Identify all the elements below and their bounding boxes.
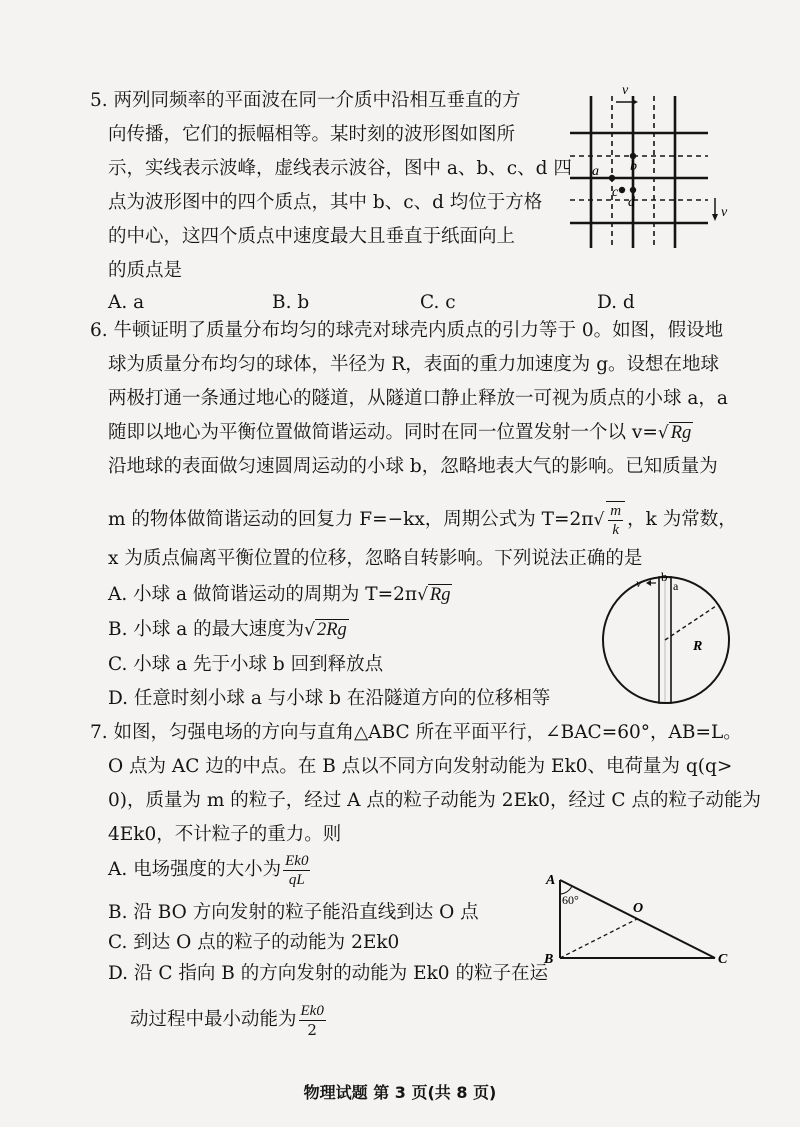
q5-option-a: A. a: [108, 292, 145, 313]
bo-line: [560, 919, 637, 958]
frac-k: k: [612, 522, 620, 538]
sqrt-rg: Rg: [670, 423, 692, 443]
q7-option-a: [108, 850, 312, 890]
q7-line-1: 7. 如图，匀强电场的方向与直角△ABC 所在平面平行，∠BAC=60°，AB=L。: [90, 722, 742, 743]
q6-line-6-text: m 的物体做简谐运动的回复力 F=−kx，周期公式为 T=2π: [108, 509, 594, 530]
v-top-label: v: [622, 83, 629, 98]
q7-option-d-text: 动过程中最小动能为: [130, 1009, 297, 1030]
q5-option-d: D. d: [597, 292, 635, 313]
page-footer: 物理试题 第 3 页(共 8 页): [303, 1083, 497, 1102]
point-o-label: O: [633, 901, 644, 916]
q7-option-a-text: A. 电场强度的大小为: [108, 859, 282, 880]
q6-line-2: 球为质量分布均匀的球体，半径为 R，表面的重力加速度为 g。设想在地球: [108, 354, 720, 375]
q5-option-b: B. b: [272, 292, 310, 313]
v-label: v: [636, 576, 642, 590]
angle-label: 60°: [562, 893, 579, 907]
q5-line-4: 点为波形图中的四个质点，其中 b、c、d 均位于方格: [108, 192, 543, 213]
q6-line-4-text: 随即以地心为平衡位置做简谐运动。同时在同一位置发射一个以 v=: [108, 422, 658, 443]
q7-line-4: 4Ek0，不计粒子的重力。则: [108, 824, 342, 845]
q6-line-1: 6. 牛顿证明了质量分布均匀的球壳对球壳内质点的引力等于 0。如图，假设地: [90, 320, 724, 341]
point-a: [609, 175, 615, 181]
q7-frac-a-den: qL: [288, 871, 305, 888]
vertex-c-label: C: [718, 952, 728, 967]
q7-line-2: O 点为 AC 边的中点。在 B 点以不同方向发射动能为 Ek0、电荷量为 q(q>: [108, 756, 733, 777]
q6-option-d: D. 任意时刻小球 a 与小球 b 在沿隧道方向的位移相等: [108, 688, 551, 709]
q5-line-6: 的质点是: [108, 260, 183, 281]
q6-line-6: m 的物体做简谐运动的回复力 F=−kx，周期公式为 T=2π√ $\frac{m}{k}$ ，k 为常数，: [108, 503, 737, 538]
point-c: [619, 187, 625, 193]
q5-line-5: 的中心，这四个质点中速度最大且垂直于纸面向上: [108, 226, 516, 247]
radius-label: R: [693, 639, 703, 654]
q7-frac-d-den: 2: [307, 1020, 317, 1039]
vertex-a-label: A: [546, 873, 556, 888]
vertex-b-label: B: [544, 952, 554, 967]
q6-line-5: 沿地球的表面做匀速圆周运动的小球 b，忽略地表大气的影响。已知质量为: [108, 456, 718, 477]
q6-line-3: 两极打通一条通过地心的隧道，从隧道口静止释放一可视为质点的小球 a，a: [108, 388, 728, 409]
q6-option-a-text: A. 小球 a 做简谐运动的周期为 T=2π: [108, 584, 418, 605]
point-b-label: b: [630, 159, 637, 174]
q6-line-4: 随即以地心为平衡位置做简谐运动。同时在同一位置发射一个以 v=√ Rg: [108, 422, 692, 443]
wave-grid-figure: [548, 78, 738, 258]
q7-line-3: 0)，质量为 m 的粒子，经过 A 点的粒子动能为 2Ek0，经过 C 点的粒子动能为: [108, 790, 761, 811]
q6-option-b-text: B. 小球 a 的最大速度为: [108, 619, 305, 640]
q6-line-6-tail: ，k 为常数，: [627, 509, 737, 530]
point-d-label: d: [628, 195, 635, 210]
ball-b-label: b: [661, 569, 668, 584]
q6-option-a: A. 小球 a 做简谐运动的周期为 T=2π√ Rg: [108, 584, 451, 605]
q5-line-1: 5. 两列同频率的平面波在同一介质中沿相互垂直的方: [90, 90, 521, 111]
radius-line: [665, 606, 716, 640]
q7-frac-d-num: Ek0: [300, 1002, 324, 1019]
point-a-label: a: [592, 164, 599, 179]
earth-tunnel-figure: [598, 568, 738, 710]
q7-option-d-cont: [130, 1000, 328, 1040]
q7-option-d: D. 沿 C 指向 B 的方向发射的动能为 Ek0 的粒子在运: [108, 963, 548, 984]
q7-frac-a-num: Ek0: [285, 852, 309, 869]
point-d: [630, 187, 636, 193]
sqrt-rg-period: Rg: [429, 585, 451, 605]
q5-option-c: C. c: [420, 292, 456, 313]
q5-line-2: 向传播，它们的振幅相等。某时刻的波形图如图所: [108, 124, 516, 145]
sqrt-2rg: 2Rg: [317, 620, 347, 640]
q7-option-b: B. 沿 BO 方向发射的粒子能沿直线到达 O 点: [108, 902, 479, 923]
q6-option-b: B. 小球 a 的最大速度为√ 2Rg: [108, 619, 347, 640]
frac-m: m: [610, 503, 622, 519]
v-right-label: v: [721, 205, 728, 220]
ball-a-label: a: [673, 579, 679, 593]
q6-line-7: x 为质点偏离平衡位置的位移，忽略自转影响。下列说法正确的是: [108, 548, 643, 569]
point-c-label: c: [612, 185, 619, 200]
triangle-figure: [540, 868, 740, 968]
q5-line-3: 示，实线表示波峰，虚线表示波谷，图中 a、b、c、d 四: [108, 158, 572, 179]
q7-option-c: C. 到达 O 点的粒子的动能为 2Ek0: [108, 932, 400, 953]
q6-option-c: C. 小球 a 先于小球 b 回到释放点: [108, 654, 384, 675]
